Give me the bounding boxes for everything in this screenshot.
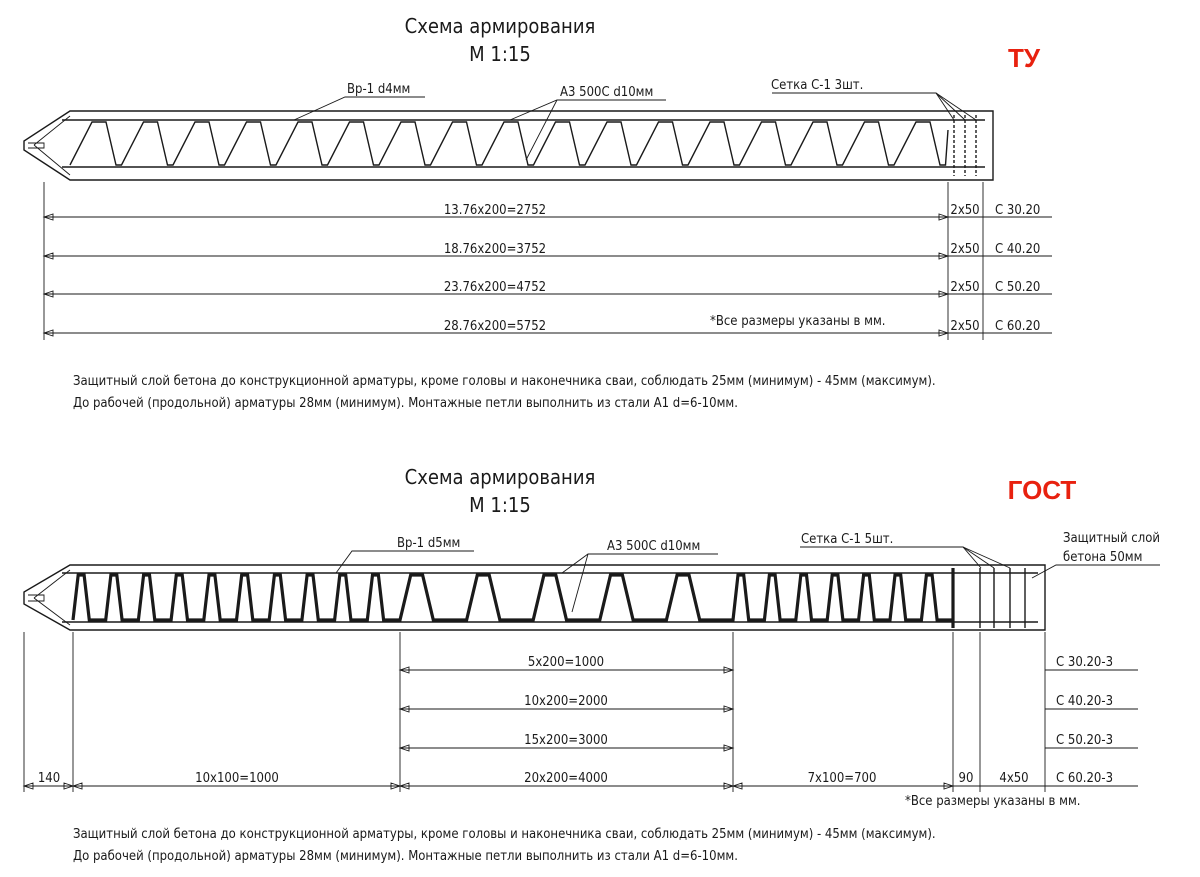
gost-leader-rebar-2 [572,554,588,612]
gost-spiral [73,575,953,620]
gost-panel [24,465,1160,864]
gost-leader-cover [1032,565,1160,578]
tu-dim-name: С 50.20 [995,280,1041,295]
tu-label-spiral: Вр-1 d4мм [347,82,411,97]
tu-leader-spiral [294,97,425,120]
gost-mid-dim-1 [400,655,733,673]
tu-tag: ТУ [1007,43,1041,73]
gost-mid-dim-2 [400,694,733,712]
tu-leader-mesh-1 [772,93,954,120]
tu-dim-name: С 60.20 [995,319,1041,334]
gost-mid-dim-3 [400,733,733,751]
tu-leader-rebar-2 [526,100,557,160]
gost-label-cover-2: бетона 50мм [1063,550,1143,565]
gost-title: Схема армирования [404,465,596,489]
gost-leader-spiral [336,551,474,573]
gost-mid-dim-label: 10x200=2000 [524,694,608,709]
tu-dim-name: С 30.20 [995,203,1041,218]
gost-footnote: *Все размеры указаны в мм. [905,794,1081,809]
gost-dim-4000: 20x200=4000 [524,771,608,786]
gost-bottom-dim-chain [24,771,1045,789]
tu-footnote: *Все размеры указаны в мм. [710,314,886,329]
gost-scale: М 1:15 [469,493,531,517]
gost-dim-700: 7x100=700 [807,771,877,786]
tu-dim-main: 18.76x200=3752 [443,242,547,257]
gost-dim-4x50: 4x50 [999,771,1029,786]
tu-leader-mesh-3 [936,93,976,120]
gost-pile-tip [28,570,70,625]
gost-note-line-2: До рабочей (продольной) арматуры 28мм (минимум). Монтажные петли выполнить из стали А1 d=6-10мм. [73,849,738,864]
tu-note-line-1: Защитный слой бетона до конструкционной арматуры, кроме головы и наконечника сваи, соблюдать 25мм (минимум) - 45мм (максимум). [73,374,936,389]
tu-dim-row-1 [44,203,1052,220]
tu-dim-row-3 [44,280,1052,297]
tu-scale: М 1:15 [469,42,531,66]
gost-mid-dim-label: 5x200=1000 [527,655,605,670]
gost-series-name: С 30.20-3 [1056,655,1114,670]
gost-series-name: С 50.20-3 [1056,733,1114,748]
tu-dim-head: 2x50 [950,242,980,257]
gost-mid-dim-label: 15x200=3000 [524,733,608,748]
gost-series-name: С 60.20-3 [1056,771,1114,786]
tu-panel [24,14,1052,411]
gost-series-name: С 40.20-3 [1056,694,1114,709]
tu-dim-head: 2x50 [950,280,980,295]
gost-label-mesh: Сетка С-1 5шт. [801,532,894,547]
tu-dim-row-4 [44,319,1052,336]
gost-dim-90: 90 [958,771,974,786]
tu-dim-main: 28.76x200=5752 [443,319,547,334]
tu-dim-head: 2x50 [950,203,980,218]
gost-label-rebar: А3 500С d10мм [607,539,701,554]
gost-note-line-1: Защитный слой бетона до конструкционной арматуры, кроме головы и наконечника сваи, соблюдать 25мм (минимум) - 45мм (максимум). [73,827,936,842]
tu-spiral [70,122,948,165]
gost-dim-140: 140 [37,771,61,786]
tu-dim-name: С 40.20 [995,242,1041,257]
tu-label-rebar: А3 500С d10мм [560,85,654,100]
gost-mesh-group [953,568,1025,628]
tu-leader-rebar-1 [510,100,666,120]
tu-note-line-2: До рабочей (продольной) арматуры 28мм (минимум). Монтажные петли выполнить из стали А1 d=6-10мм. [73,396,738,411]
tu-dim-row-2 [44,242,1052,259]
tu-leader-mesh-2 [936,93,965,120]
tu-title: Схема армирования [404,14,596,38]
gost-dim-1000: 10x100=1000 [195,771,279,786]
tu-label-mesh: Сетка С-1 3шт. [771,78,864,93]
gost-label-cover-1: Защитный слой [1063,531,1160,546]
gost-label-spiral: Вр-1 d5мм [397,536,461,551]
tu-dim-head: 2x50 [950,319,980,334]
tu-dim-main: 23.76x200=4752 [443,280,547,295]
gost-tag: ГОСТ [1007,475,1077,505]
tu-dim-main: 13.76x200=2752 [443,203,547,218]
